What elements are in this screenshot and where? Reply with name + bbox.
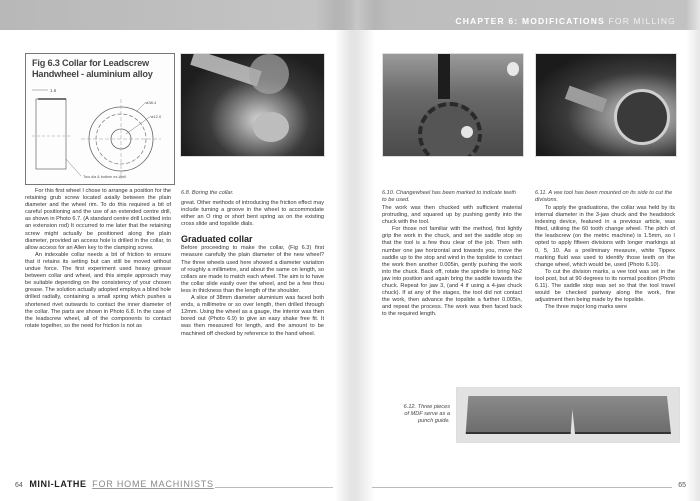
left-column-1 — [25, 188, 171, 330]
paragraph: For this first wheel I chose to arrange a position for the retaining grub screw located axially between the plain diameter and the wheel rim. To do this required a bit of careful positioning and the use of an extended centre drill, as shown in Photo 6.7. (A standard centre drill Loctited into an extension rod) It occurred to me later that the retaining screw might actually be positioned along the plain diameter, provided an access hole is drilled in the collar, to allow access for an Allen key to the clamping screw. — [25, 188, 171, 251]
photo-knob — [507, 62, 519, 76]
photo-vee-tool — [565, 86, 607, 113]
dim-inner-label: ø12.0 — [151, 114, 162, 119]
footer-tagline: FOR HOME MACHINISTS — [92, 479, 214, 489]
figure-6-3 — [25, 53, 175, 185]
mdf-piece-right — [571, 396, 671, 434]
footer-rule-left — [215, 487, 333, 488]
photo-collar — [253, 112, 289, 142]
photo-6-12-caption: 6.12. Three pieces of MDF serve as a punch guide. — [403, 404, 450, 424]
chapter-label: CHAPTER 6: — [455, 16, 519, 26]
book-gutter — [335, 0, 375, 501]
photo-handle — [461, 126, 473, 138]
paragraph: For those not familiar with the method, first lightly grip the work in the chuck, and set the saddle stop so that the tool is a few thou clear of the job. Then with number one jaw horizontal and towards you, move the saddle up to the stop and wind in the topslide to contact the work then another 0.005in, gently pushing the work into the chuck. Back off, rotate the spindle to bring No2 jaw into position and again bring the saddle towards the chuck. Repeat for jaw 3, (and 4 if using a 4-jaw chuck chuck). If at any of the stages, the tool did not contact the work, then advance the topslide a further 0.005in, and repeat the process. The work was then faced back to the required length. — [382, 226, 522, 318]
leader-inner — [126, 116, 151, 134]
paragraph: great. Other methods of introducing the friction effect may include turning a groove in the wheel to accommodate either an O ring or short bent spring as on the existing cross slide and topslide dials. — [181, 200, 324, 228]
photo-6-11 — [535, 53, 677, 157]
left-column-2 — [181, 200, 324, 338]
right-page-number: 65 — [678, 482, 686, 489]
chapter-subtitle: FOR MILLING — [608, 16, 676, 26]
collar-section — [36, 99, 66, 169]
right-column-2 — [535, 205, 675, 311]
dim-top-label: 1.6 — [50, 88, 57, 93]
photo-6-11-caption: 6.11. A vee tool has been mounted on its side to cut the divisions. — [535, 190, 673, 203]
paragraph: To apply the graduations, the collar was held by its internal diameter in the 3-jaw chuck and the headstock indexing device, featured in a previous article, was fitted, utilising the 60 tooth change wheel. The pitch of the leadscrew (on the metric machine) is 1.5mm, so I opted to apply fifteen divisions with longer markings at 0, 5, 10. As a preliminary measure, white Tippex marking fluid was used to identify those teeth on the change wheel, which would be, used (Photo 6.10). — [535, 205, 675, 268]
left-footer — [15, 479, 214, 489]
photo-chuck — [249, 54, 289, 94]
paragraph: An indexable collar needs a bit of friction to ensure that it retains its setting but can still be moved without undue force. The first experiment used heavy grease between collar and wheel, and this simple approach may be suitable depending on the consistency of your chosen grease. The solution actually adopted employs a blind hole drilled radially, containing a small spring which pushes a shortened rivet outwards to contact the inner diameter of the collar. The parts are shown in Photo 6.8. In the case of the leadscrew wheel, all of the components to contact rotate together, so the need for friction is not as — [25, 251, 171, 329]
footer-rule-right — [372, 487, 672, 488]
photo-6-10-caption: 6.10. Changewheel has been marked to indicate teeth to be used. — [382, 190, 517, 203]
photo-6-10 — [382, 53, 524, 157]
leader-note — [66, 159, 81, 176]
section-heading: Graduated collar — [181, 234, 253, 245]
left-page-number: 64 — [15, 482, 23, 489]
mdf-piece-left — [466, 396, 574, 434]
footer-brand: MINI-LATHE — [29, 479, 87, 489]
figure-title: Fig 6.3 Collar for Leadscrew Handwheel - aluminium alloy — [32, 58, 153, 79]
chapter-title: MODIFICATIONS — [521, 16, 605, 26]
photo-6-8 — [180, 53, 325, 157]
paragraph: A slice of 38mm diameter aluminium was faced both ends, a millimetre or so over length, then drilled through 12mm. Using the wheel as a gauge, the interior was then bored out (Photo 6.9) to give an easy shake free fit. It was then measured for length, and the amount to be machined off checked by reference to the hand wheel. — [181, 295, 324, 337]
chapter-running-head — [455, 16, 676, 26]
paragraph: The work was then chucked with sufficient material protruding, and squared up by pushing gently into the chuck with the tool. — [382, 205, 522, 226]
paragraph: Before proceeding to make the collar, (Fig 6.3) first measure carefully the plain diameter of the new wheel? The three wheels used here showed a diameter variation of roughly a millimetre, and about the same on length, so collars are made to match each wheel. The aim is to have the collar slide easily over the wheel, and be a few thou less in thickness than the length of the shoulder. — [181, 245, 324, 294]
collar-drawing — [26, 54, 174, 184]
photo-6-12 — [456, 387, 680, 443]
photo-toolpost — [438, 54, 450, 99]
right-column-1 — [382, 205, 522, 319]
photo-work-collar — [614, 89, 670, 145]
photo-6-8-caption: 6.8. Boring the collar. — [181, 190, 234, 196]
paragraph: To cut the division marks, a vee tool was set in the tool post, but at 90 degrees to its normal position (Photo 6.11). The saddle stop was set so that the tool travel would be checked partway along the work, fine adjustment then being made by the topslide. — [535, 268, 675, 304]
paragraph: The three major long marks were — [545, 304, 628, 311]
figure-note: Two dia & bottom ex-Well — [83, 175, 126, 179]
leader-outer — [136, 102, 146, 112]
dim-outer-label: ø38.4 — [146, 100, 157, 105]
page-edge-shadow — [686, 0, 700, 501]
